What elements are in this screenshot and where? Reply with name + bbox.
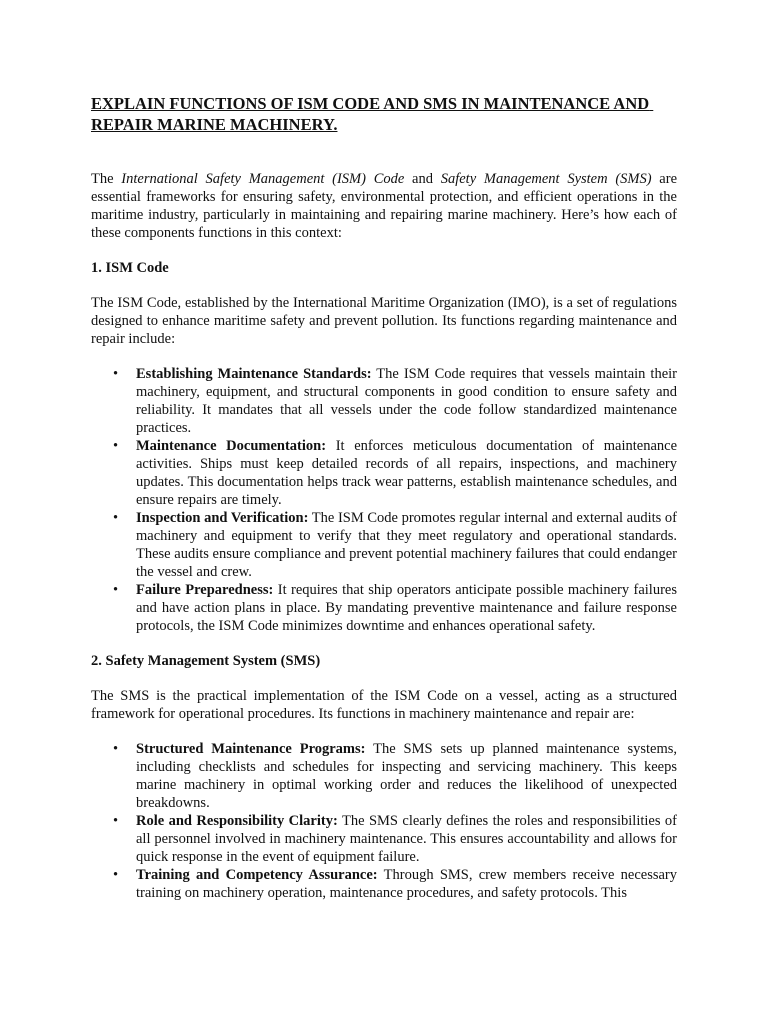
- bullet-label: Maintenance Documentation:: [136, 438, 327, 454]
- intro-text-2: and: [404, 171, 441, 187]
- bullet-label: Structured Maintenance Programs:: [136, 741, 366, 757]
- bullet-label: Establishing Maintenance Standards:: [136, 366, 372, 382]
- bullet-icon: •: [113, 741, 119, 757]
- bullet-text: [136, 866, 677, 902]
- list-item: [91, 866, 677, 902]
- bullet-text: [136, 437, 677, 509]
- bullet-text: [136, 581, 677, 635]
- list-item: [91, 365, 677, 437]
- section-paragraph-sms: The SMS is the practical implementation of the ISM Code on a vessel, acting as a structured framework for operational procedures. Its functions in machinery maintenance and repair are:: [91, 688, 677, 722]
- bullet-icon: •: [113, 438, 119, 454]
- intro-text-3: are essential frameworks for ensuring safety, environmental protection, and efficient operations in the maritime industry, particularly in maintaining and repairing marine machinery. Here’s how each of these components functions in this context:: [91, 171, 677, 241]
- bullet-list-sms: [91, 740, 677, 902]
- bullet-text: [136, 812, 677, 866]
- bullet-icon: •: [113, 582, 119, 598]
- list-item: [91, 740, 677, 812]
- bullet-body: It enforces meticulous documentation of maintenance activities. Ships must keep detailed records of all repairs, inspections, and machinery updates. This documentation helps track wear patterns, establish maintenance schedules, and ensure repairs are timely.: [136, 438, 678, 508]
- document-body: [91, 93, 677, 902]
- bullet-icon: •: [113, 813, 119, 829]
- list-item: [91, 437, 677, 509]
- bullet-label: Training and Competency Assurance:: [136, 867, 378, 883]
- bullet-label: Inspection and Verification:: [136, 510, 309, 526]
- intro-text-1: The: [91, 171, 122, 187]
- bullet-icon: •: [113, 366, 119, 382]
- list-item: [91, 581, 677, 635]
- bullet-body: The SMS sets up planned maintenance systems, including checklists and schedules for inspecting and servicing machinery. This keeps marine machinery in optimal working order and reduces the likelihood of unexpected breakdowns.: [136, 741, 677, 811]
- section-paragraph-ism: The ISM Code, established by the International Maritime Organization (IMO), is a set of regulations designed to enhance maritime safety and prevent pollution. Its functions regarding maintenance and repair include:: [91, 295, 677, 347]
- bullet-label: Failure Preparedness:: [136, 582, 274, 598]
- intro-paragraph: [91, 170, 677, 242]
- bullet-text: [136, 365, 677, 437]
- bullet-body: The ISM Code requires that vessels maintain their machinery, equipment, and structural components in good condition to ensure safety and reliability. It mandates that all vessels under the code follow standardized maintenance practices.: [136, 366, 677, 436]
- bullet-text: [136, 740, 677, 812]
- section-heading-sms: 2. Safety Management System (SMS): [91, 653, 321, 669]
- section-heading-ism: 1. ISM Code: [91, 260, 169, 276]
- list-item: [91, 509, 677, 581]
- intro-ism-term: International Safety Management (ISM) Code: [121, 171, 405, 187]
- intro-sms-term: Safety Management System (SMS): [440, 171, 652, 187]
- bullet-icon: •: [113, 867, 119, 883]
- list-item: [91, 812, 677, 866]
- bullet-body: Through SMS, crew members receive necessary training on machinery operation, maintenance procedures, and safety protocols. This: [136, 867, 677, 901]
- bullet-icon: •: [113, 510, 119, 526]
- bullet-text: [136, 509, 677, 581]
- bullet-body: The ISM Code promotes regular internal and external audits of machinery and equipment to verify that they meet regulatory and operational standards. These audits ensure compliance and prevent potential machinery failures that could endanger the vessel and crew.: [136, 510, 677, 580]
- document-title: EXPLAIN FUNCTIONS OF ISM CODE AND SMS IN MAINTENANCE AND REPAIR MARINE MACHINERY.: [91, 94, 654, 134]
- bullet-label: Role and Responsibility Clarity:: [136, 813, 338, 829]
- bullet-body: It requires that ship operators anticipate possible machinery failures and have action plans in place. By mandating preventive maintenance and failure response protocols, the ISM Code minimizes downtime and enhances operational safety.: [136, 582, 677, 634]
- bullet-list-ism: [91, 365, 677, 635]
- bullet-body: The SMS clearly defines the roles and responsibilities of all personnel involved in machinery maintenance. This ensures accountability and allows for quick response in the event of equipment failure.: [136, 813, 677, 865]
